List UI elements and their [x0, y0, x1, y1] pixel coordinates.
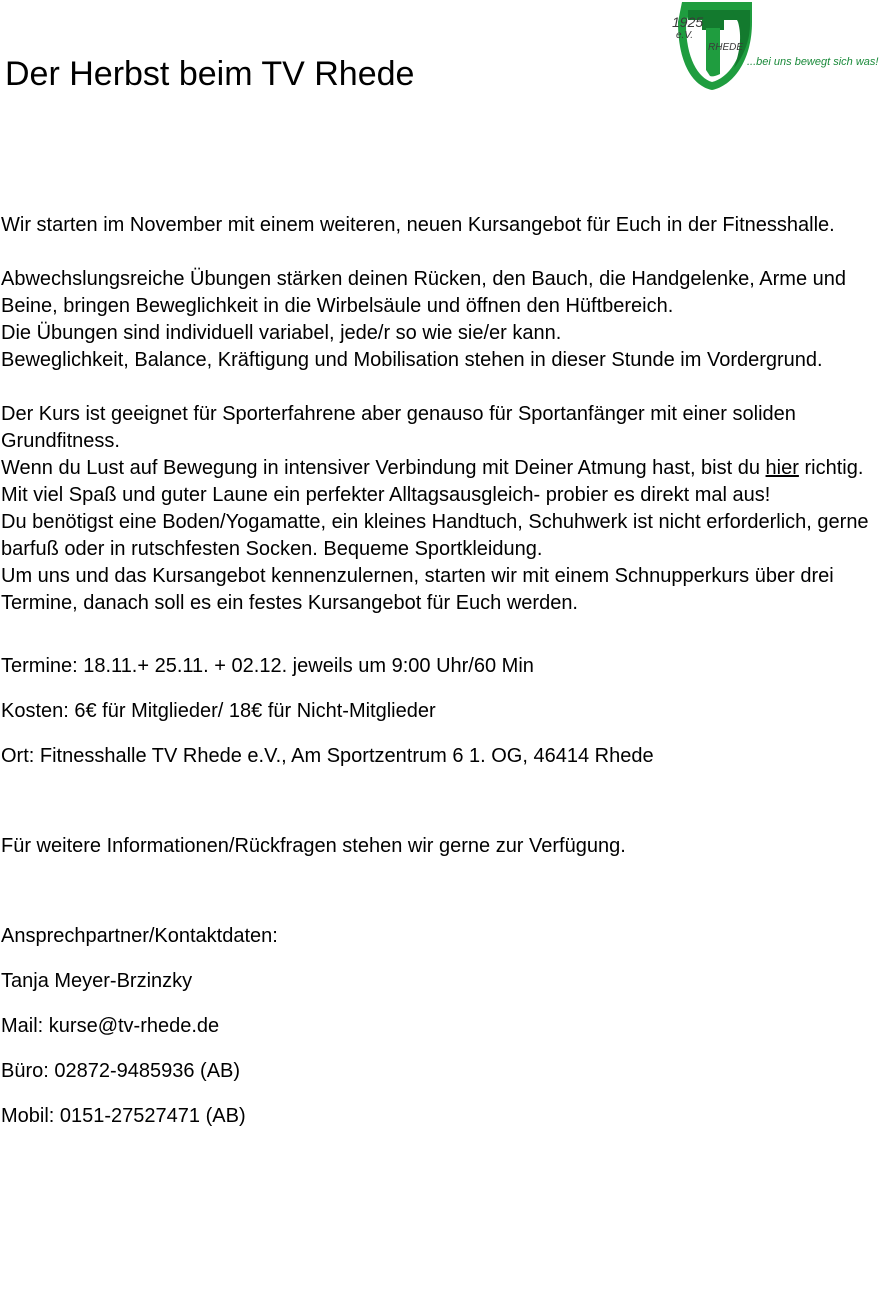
- details-paragraph-4: Du benötigst eine Boden/Yogamatte, ein kleines Handtuch, Schuhwerk ist nicht erforderlich, gerne barfuß oder in rutschfesten Socken. Bequeme Sportkleidung.: [1, 511, 869, 560]
- termine-line: Termine: 18.11.+ 25.11. + 02.12. jeweils um 9:00 Uhr/60 Min: [1, 655, 534, 677]
- details-text-after-link: richtig.: [798, 457, 864, 479]
- logo-ev: e.V.: [676, 30, 694, 41]
- description-paragraph-2: Die Übungen sind individuell variabel, jede/r so wie sie/er kann.: [1, 322, 562, 344]
- kosten-line: Kosten: 6€ für Mitglieder/ 18€ für Nicht-Mitglieder: [1, 700, 436, 722]
- details-paragraph-1: Der Kurs ist geeignet für Sporterfahrene aber genauso für Sportanfänger mit einer soliden Grundfitness.: [1, 403, 796, 452]
- contact-name: Tanja Meyer-Brzinzky: [1, 970, 193, 992]
- hier-link[interactable]: hier: [765, 457, 799, 479]
- description-paragraph-3: Beweglichkeit, Balance, Kräftigung und Mobilisation stehen in dieser Stunde im Vordergrund.: [1, 349, 823, 371]
- logo-club-name: RHEDE: [708, 42, 744, 53]
- details-paragraph-2: [1, 455, 891, 482]
- contact-mail: Mail: kurse@tv-rhede.de: [1, 1015, 220, 1037]
- description-paragraph-1: Abwechslungsreiche Übungen stärken deinen Rücken, den Bauch, die Handgelenke, Arme und Beine, bringen Beweglichkeit in die Wirbelsäule und öffnen den Hüftbereich.: [1, 268, 846, 317]
- logo-slogan: ...bei uns bewegt sich was!: [747, 56, 879, 68]
- details-paragraph-3: Mit viel Spaß und guter Laune ein perfekter Alltagsausgleich- probier es direkt mal aus!: [1, 484, 771, 506]
- intro-paragraph: Wir starten im November mit einem weiteren, neuen Kursangebot für Euch in der Fitnesshalle.: [1, 214, 835, 236]
- contact-heading: Ansprechpartner/Kontaktdaten:: [1, 925, 278, 947]
- page-title: Der Herbst beim TV Rhede: [5, 55, 415, 93]
- details-paragraph-5: Um uns und das Kursangebot kennenzulernen, starten wir mit einem Schnupperkurs über drei Termine, danach soll es ein festes Kursangebot für Euch werden.: [1, 565, 834, 614]
- club-logo: [672, 0, 893, 92]
- ort-line: Ort: Fitnesshalle TV Rhede e.V., Am Sportzentrum 6 1. OG, 46414 Rhede: [1, 745, 654, 767]
- document-body: [1, 212, 891, 1130]
- contact-mobil: Mobil: 0151-27527471 (AB): [1, 1105, 246, 1127]
- details-text-before-link: Wenn du Lust auf Bewegung in intensiver Verbindung mit Deiner Atmung hast, bist du: [1, 457, 766, 479]
- logo-year: 1925: [672, 14, 704, 30]
- closing-line: Für weitere Informationen/Rückfragen stehen wir gerne zur Verfügung.: [1, 835, 626, 857]
- contact-buero: Büro: 02872-9485936 (AB): [1, 1060, 241, 1082]
